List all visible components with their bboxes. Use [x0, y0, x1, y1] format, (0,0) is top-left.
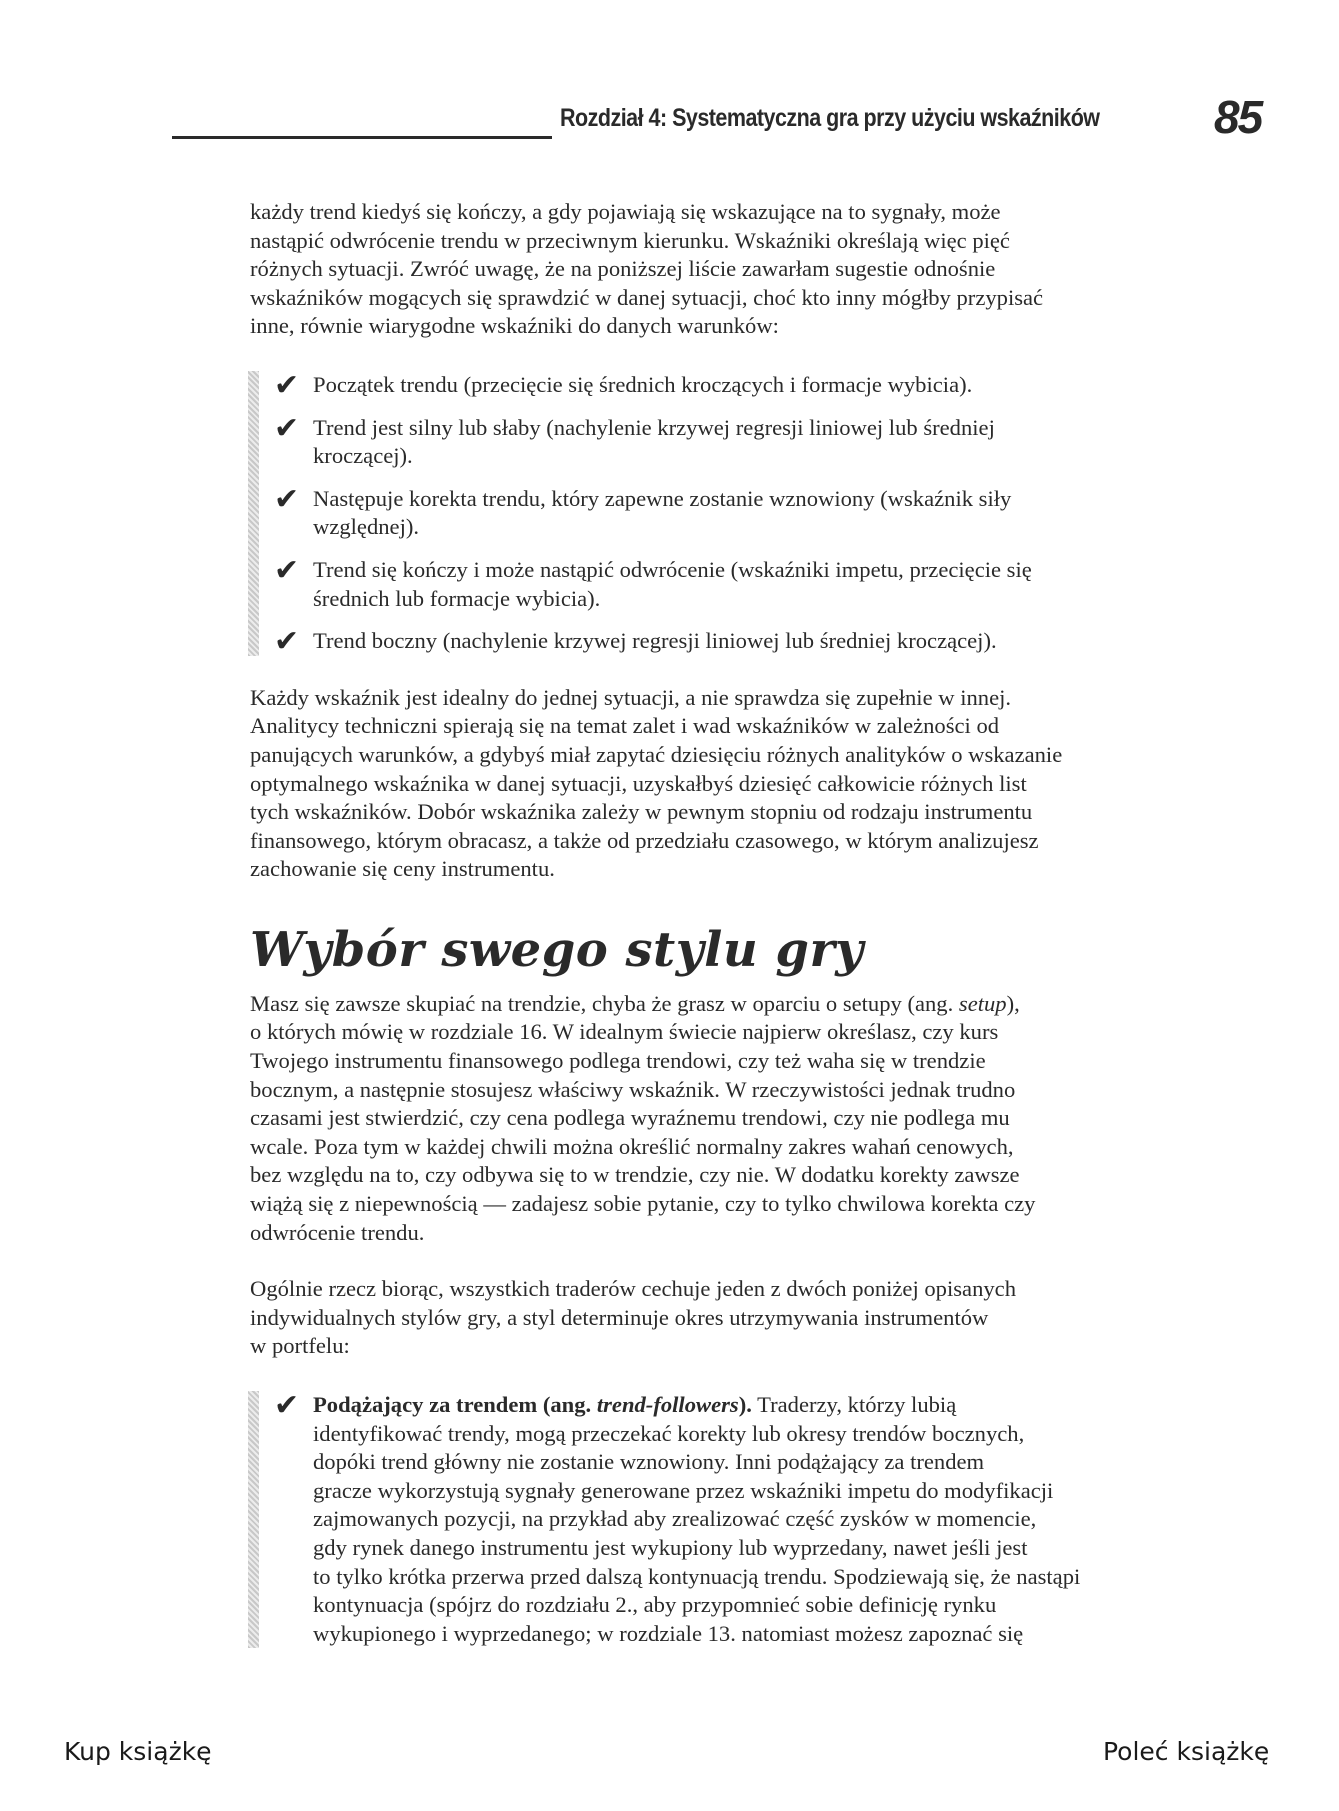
text-line: każdy trend kiedyś się kończy, a gdy pojawiają się wskazujące na to sygnały, może — [250, 199, 1001, 224]
buy-book-link[interactable]: Kup książkę — [64, 1737, 212, 1766]
text-line: ), — [1006, 990, 1020, 1016]
text-line: odwrócenie trendu. — [250, 1219, 425, 1245]
page-number: 85 — [1214, 91, 1262, 143]
text-line: wykupionego i wyprzedanego; w rozdziale 13. natomiast możesz zapoznać się — [313, 1620, 1024, 1646]
emphasis: setup — [958, 990, 1007, 1016]
list-item — [250, 410, 1200, 471]
text-line: optymalnego wskaźnika w danej sytuacji, uzyskałbyś dziesięć całkowicie różnych list — [250, 770, 1027, 796]
text-line: inne, równie wiarygodne wskaźniki do danych warunków: — [250, 313, 779, 339]
text-line: tych wskaźników. Dobór wskaźnika zależy w pewnym stopniu od rodzaju instrumentu — [250, 799, 1033, 825]
text-line: dopóki trend główny nie zostanie wznowiony. Inni podążający za trendem — [313, 1449, 985, 1475]
indicator-paragraph — [250, 684, 1200, 884]
text-line: Każdy wskaźnik jest idealny do jednej sytuacji, a nie sprawdza się zupełnie w innej. — [250, 684, 1012, 710]
text-line: Traderzy, którzy lubią — [751, 1392, 957, 1417]
section-paragraph-1 — [250, 990, 1200, 1247]
text-line: zachowanie się ceny instrumentu. — [250, 856, 555, 882]
text-line: wiążą się z niepewnością — zadajesz sobie pytanie, czy to tylko chwilowa korekta czy — [250, 1191, 1036, 1217]
chapter-title: Rozdział 4: Systematyczna gra przy użyciu wskaźników — [560, 104, 1100, 132]
text-line: bocznym, a następnie stosujesz właściwy wskaźnik. W rzeczywistości jednak trudno — [250, 1076, 1016, 1102]
page-content — [250, 198, 1200, 1648]
text-line: Początek trendu (przecięcie się średnich kroczących i formacje wybicia). — [313, 371, 973, 397]
check-mark-icon: ✔ — [274, 367, 300, 403]
text-line: w portfelu: — [250, 1333, 350, 1359]
text-line: indywidualnych stylów gry, a styl determinuje okres utrzymywania instrumentów — [250, 1304, 989, 1330]
text-line: Trend boczny (nachylenie krzywej regresji liniowej lub średniej kroczącej). — [313, 628, 997, 654]
text-line: wcale. Poza tym w każdej chwili można określić normalny zakres wahań cenowych, — [250, 1133, 1014, 1159]
text-line: finansowego, którym obracasz, a także od przedziału czasowego, w którym analizujesz — [250, 827, 1039, 853]
situations-list — [250, 367, 1200, 660]
list-item — [250, 1388, 1200, 1648]
text-line: różnych sytuacji. Zwróć uwagę, że na poniższej liście zawarłam sugestie odnośnie — [250, 256, 996, 282]
recommend-book-link[interactable]: Poleć książkę — [1103, 1737, 1270, 1766]
text-line: wskaźników mogących się sprawdzić w danej sytuacji, choć kto inny mógłby przypisać — [250, 284, 1044, 310]
styles-list — [250, 1388, 1200, 1648]
intro-paragraph — [250, 198, 1200, 341]
text-line: bez względu na to, czy odbywa się to w trendzie, czy nie. W dodatku korekty zawsze — [250, 1162, 1020, 1188]
text-line: czasami jest stwierdzić, czy cena podlega wyraźnemu trendowi, czy nie podlega mu — [250, 1105, 1010, 1131]
running-header — [172, 91, 1272, 146]
check-mark-icon: ✔ — [274, 481, 300, 517]
text-line: nastąpić odwrócenie trendu w przeciwnym kierunku. Wskaźniki określają więc pięć — [250, 227, 1010, 253]
text-line: identyfikować trendy, mogą przeczekać korekty lub okresy trendów bocznych, — [313, 1420, 1025, 1446]
text-line: Trend jest silny lub słaby (nachylenie krzywej regresji liniowej lub średniej — [313, 414, 995, 440]
item-lead: Podążający za trendem (ang. trend-followers). — [313, 1392, 752, 1417]
list-item — [250, 552, 1200, 613]
section-heading: Wybór swego stylu gry — [250, 921, 864, 978]
check-mark-icon: ✔ — [274, 410, 300, 446]
text-line: Analitycy techniczni spierają się na temat zalet i wad wskaźników w zależności od — [250, 713, 1000, 739]
check-mark-icon: ✔ — [274, 624, 300, 660]
section-paragraph-2 — [250, 1275, 1200, 1361]
list-item — [250, 624, 1200, 660]
header-rule — [172, 136, 552, 139]
text-line: średnich lub formacje wybicia). — [313, 585, 601, 611]
list-item — [250, 367, 1200, 403]
situations-list-block — [250, 367, 1200, 660]
text-line: gdy rynek danego instrumentu jest wykupiony lub wyprzedany, nawet jeśli jest — [313, 1534, 1028, 1560]
text-line: o których mówię w rozdziale 16. W idealnym świecie najpierw określasz, czy kurs — [250, 1019, 999, 1045]
text-line: względnej). — [313, 514, 420, 540]
text-line: kroczącej). — [313, 443, 413, 469]
text-line: panujących warunków, a gdybyś miał zapytać dziesięciu różnych analityków o wskazanie — [250, 741, 1063, 767]
text-line: kontynuacja (spójrz do rozdziału 2., aby przypomnieć sobie definicję rynku — [313, 1592, 997, 1618]
text-line: Masz się zawsze skupiać na trendzie, chyba że grasz w oparciu o setupy (ang. — [250, 990, 959, 1016]
check-mark-icon: ✔ — [274, 1388, 300, 1423]
text-line: Twojego instrumentu finansowego podlega trendowi, czy też waha się w trendzie — [250, 1048, 986, 1074]
text-line: Ogólnie rzecz biorąc, wszystkich traderów cechuje jeden z dwóch poniżej opisanych — [250, 1276, 1016, 1302]
text-line: to tylko krótka przerwa przed dalszą kontynuacją trendu. Spodziewają się, że nastąpi — [313, 1563, 1081, 1589]
text-line: Następuje korekta trendu, który zapewne zostanie wznowiony (wskaźnik siły — [313, 485, 1012, 511]
check-mark-icon: ✔ — [274, 552, 300, 588]
text-line: Trend się kończy i może nastąpić odwrócenie (wskaźniki impetu, przecięcie się — [313, 556, 1032, 582]
list-item — [250, 481, 1200, 542]
text-line: gracze wykorzystują sygnały generowane przez wskaźniki impetu do modyfikacji — [313, 1477, 1054, 1503]
styles-list-block — [250, 1388, 1200, 1648]
text-line: zajmowanych pozycji, na przykład aby zrealizować część zysków w momencie, — [313, 1506, 1037, 1532]
